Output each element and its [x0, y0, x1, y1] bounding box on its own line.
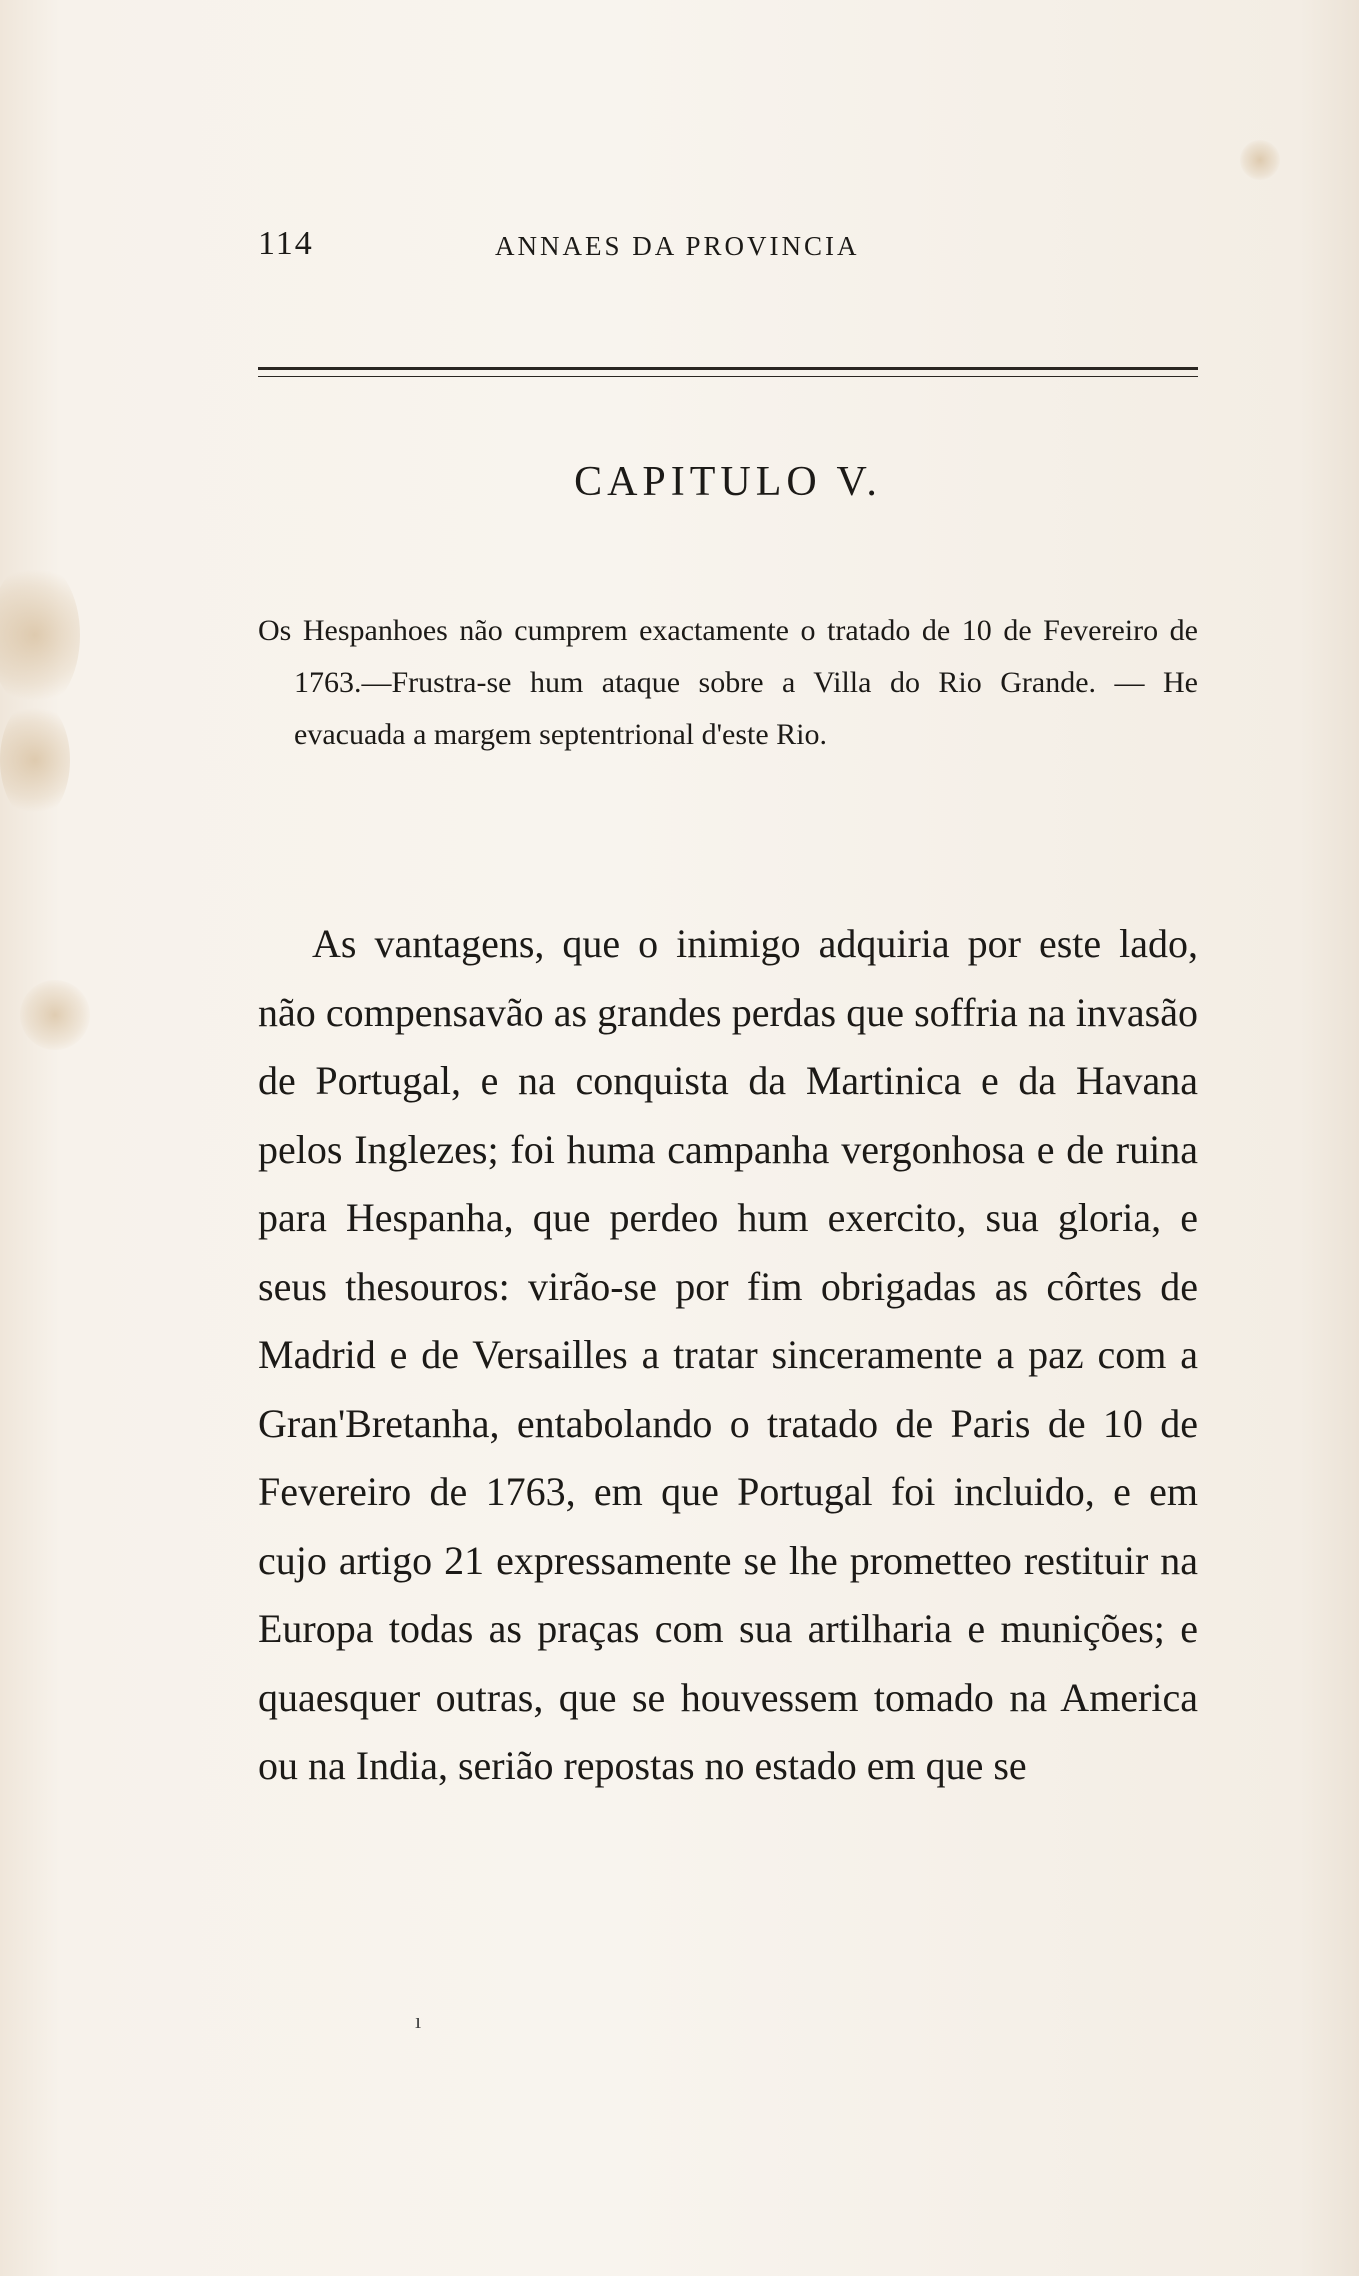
header-rule — [258, 367, 1198, 370]
running-head — [240, 225, 1195, 271]
stray-mark: ı — [415, 2008, 422, 2033]
foxing-stain — [0, 700, 70, 820]
header-rule-thin — [258, 376, 1198, 377]
chapter-title: CAPITULO V. — [574, 459, 882, 505]
foxing-stain — [1240, 140, 1280, 180]
body-paragraph: As vantagens, que o inimigo adquiria por este lado, não compensavão as grandes perdas que soffria na invasão de Portugal, e na conquista da Martinica e da Havana pelos Inglezes; foi huma campanha vergonhosa e de ruina para Hespanha, que perdeo hum exercito, sua gloria, e seus thesouros: virão-se por fim obrigadas as côrtes de Madrid e de Versailles a tratar sinceramente a paz com a Gran'Bretanha, entabolando o tratado de Paris de 10 de Fevereiro de 1763, em que Portugal foi incluido, e em cujo artigo 21 expressamente se lhe prometteo restituir na Europa todas as praças com sua artilharia e munições; e quaesquer outras, que se houvessem tomado na America ou na India, serião repostas no estado em que se — [258, 921, 1198, 1788]
foxing-stain — [20, 980, 90, 1050]
chapter-summary: Os Hespanhoes não cumprem exactamente o tratado de 10 de Fevereiro de 1763.—Frustra-se hum ataque sobre a Villa do Rio Grande. — He evacuada a margem septentrional d'este Rio. — [258, 614, 1198, 751]
page-number: 114 — [258, 225, 314, 262]
running-title: ANNAES DA PROVINCIA — [495, 231, 860, 261]
foxing-stain — [0, 560, 80, 710]
